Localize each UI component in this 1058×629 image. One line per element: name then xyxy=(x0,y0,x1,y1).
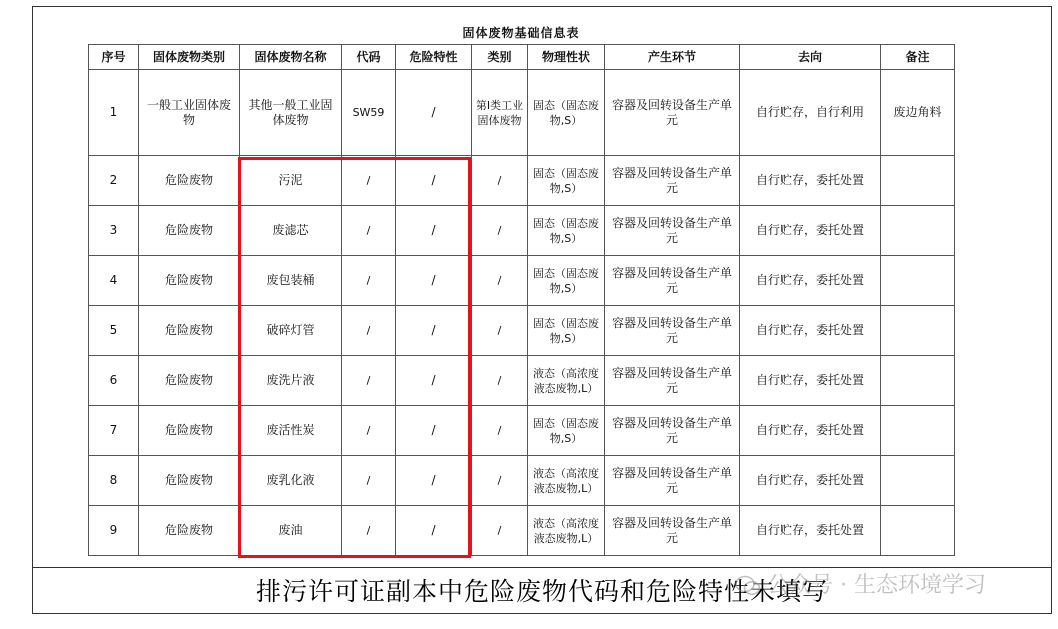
table-row xyxy=(89,406,955,456)
watermark xyxy=(735,566,986,606)
table-cell: / xyxy=(396,156,472,206)
table-cell: 容器及回转设备生产单元 xyxy=(605,456,740,506)
table-row xyxy=(89,356,955,406)
table-cell: / xyxy=(472,306,528,356)
watermark-text: 公众号 · 生态环境学习 xyxy=(767,573,986,598)
table-cell: 自行贮存，委托处置 xyxy=(740,356,881,406)
table-cell: / xyxy=(342,406,396,456)
column-header: 危险特性 xyxy=(396,45,472,70)
table-cell: 危险废物 xyxy=(139,506,240,556)
table-cell: 固态（固态废物,S） xyxy=(528,306,605,356)
table-cell: 2 xyxy=(89,156,139,206)
column-header: 类别 xyxy=(472,45,528,70)
table-row xyxy=(89,156,955,206)
table-cell: / xyxy=(396,406,472,456)
solid-waste-table xyxy=(88,44,955,556)
table-cell xyxy=(881,356,955,406)
table-cell: / xyxy=(472,256,528,306)
table-cell xyxy=(881,506,955,556)
table-cell: 容器及回转设备生产单元 xyxy=(605,306,740,356)
table-cell: SW59 xyxy=(342,70,396,156)
table-row xyxy=(89,506,955,556)
table-cell: 容器及回转设备生产单元 xyxy=(605,256,740,306)
table-cell: / xyxy=(472,506,528,556)
table-cell: 第Ⅰ类工业固体废物 xyxy=(472,70,528,156)
table-cell: 容器及回转设备生产单元 xyxy=(605,506,740,556)
table-cell: 污泥 xyxy=(240,156,342,206)
table-cell xyxy=(881,156,955,206)
table-section xyxy=(88,22,954,556)
table-cell: / xyxy=(342,456,396,506)
table-cell: 废包装桶 xyxy=(240,256,342,306)
table-cell: / xyxy=(396,506,472,556)
wechat-icon xyxy=(735,575,761,597)
table-cell: 固态（固态废物,S） xyxy=(528,256,605,306)
table-cell xyxy=(881,306,955,356)
table-cell: 8 xyxy=(89,456,139,506)
table-cell: / xyxy=(342,156,396,206)
table-cell: / xyxy=(472,206,528,256)
column-header: 物理性状 xyxy=(528,45,605,70)
table-cell: 危险废物 xyxy=(139,256,240,306)
table-cell: 容器及回转设备生产单元 xyxy=(605,356,740,406)
table-cell: 自行贮存，委托处置 xyxy=(740,406,881,456)
table-cell: 废乳化液 xyxy=(240,456,342,506)
table-cell: 1 xyxy=(89,70,139,156)
header-row xyxy=(89,45,955,70)
column-header: 固体废物类别 xyxy=(139,45,240,70)
table-cell: / xyxy=(472,156,528,206)
column-header: 备注 xyxy=(881,45,955,70)
table-cell: / xyxy=(472,406,528,456)
table-cell: 液态（高浓度液态废物,L） xyxy=(528,356,605,406)
table-cell xyxy=(881,406,955,456)
table-cell: 其他一般工业固体废物 xyxy=(240,70,342,156)
table-cell: 废油 xyxy=(240,506,342,556)
table-cell: 容器及回转设备生产单元 xyxy=(605,156,740,206)
table-cell: 自行贮存，委托处置 xyxy=(740,256,881,306)
table-cell: / xyxy=(342,206,396,256)
table-cell: 废洗片液 xyxy=(240,356,342,406)
table-cell: 液态（高浓度液态废物,L） xyxy=(528,506,605,556)
table-cell: / xyxy=(472,456,528,506)
table-cell: 自行贮存，委托处置 xyxy=(740,306,881,356)
table-cell: 废滤芯 xyxy=(240,206,342,256)
table-cell: 7 xyxy=(89,406,139,456)
table-cell: / xyxy=(396,356,472,406)
table-cell: 危险废物 xyxy=(139,456,240,506)
table-cell: / xyxy=(396,256,472,306)
table-cell: 废边角料 xyxy=(881,70,955,156)
table-cell xyxy=(881,256,955,306)
table-title: 固体废物基础信息表 xyxy=(462,26,580,40)
column-header: 固体废物名称 xyxy=(240,45,342,70)
table-cell: / xyxy=(342,506,396,556)
table-cell: 废活性炭 xyxy=(240,406,342,456)
column-header: 去向 xyxy=(740,45,881,70)
table-cell: 容器及回转设备生产单元 xyxy=(605,206,740,256)
table-cell: 4 xyxy=(89,256,139,306)
table-cell: 自行贮存，自行利用 xyxy=(740,70,881,156)
column-header: 代码 xyxy=(342,45,396,70)
table-cell: 9 xyxy=(89,506,139,556)
table-cell: 固态（固态废物,S） xyxy=(528,206,605,256)
table-cell xyxy=(881,206,955,256)
table-cell: 容器及回转设备生产单元 xyxy=(605,406,740,456)
table-cell: 固态（固态废物,S） xyxy=(528,406,605,456)
table-cell: / xyxy=(472,356,528,406)
table-cell: 自行贮存，委托处置 xyxy=(740,456,881,506)
table-cell: 危险废物 xyxy=(139,206,240,256)
column-header: 产生环节 xyxy=(605,45,740,70)
table-row xyxy=(89,306,955,356)
table-cell: / xyxy=(396,70,472,156)
table-cell: 一般工业固体废物 xyxy=(139,70,240,156)
table-cell: / xyxy=(396,306,472,356)
table-cell: 3 xyxy=(89,206,139,256)
table-cell: / xyxy=(342,256,396,306)
table-cell: 自行贮存，委托处置 xyxy=(740,156,881,206)
table-cell: 6 xyxy=(89,356,139,406)
table-cell: / xyxy=(396,456,472,506)
table-row xyxy=(89,70,955,156)
table-cell: 自行贮存，委托处置 xyxy=(740,206,881,256)
table-row xyxy=(89,206,955,256)
table-cell: 危险废物 xyxy=(139,156,240,206)
table-row xyxy=(89,456,955,506)
table-cell: 破碎灯管 xyxy=(240,306,342,356)
table-cell: 危险废物 xyxy=(139,406,240,456)
column-header: 序号 xyxy=(89,45,139,70)
table-cell: 液态（高浓度液态废物,L） xyxy=(528,456,605,506)
table-cell: / xyxy=(342,306,396,356)
table-cell: 危险废物 xyxy=(139,306,240,356)
table-cell: 固态（固态废物,S） xyxy=(528,70,605,156)
table-cell: 容器及回转设备生产单元 xyxy=(605,70,740,156)
table-cell: / xyxy=(396,206,472,256)
table-cell: 固态（固态废物,S） xyxy=(528,156,605,206)
table-cell: 5 xyxy=(89,306,139,356)
table-cell xyxy=(881,456,955,506)
table-cell: 危险废物 xyxy=(139,356,240,406)
table-cell: / xyxy=(342,356,396,406)
table-cell: 自行贮存，委托处置 xyxy=(740,506,881,556)
table-row xyxy=(89,256,955,306)
caption-text: 排污许可证副本中危险废物代码和危险特性未填写 xyxy=(255,577,828,606)
